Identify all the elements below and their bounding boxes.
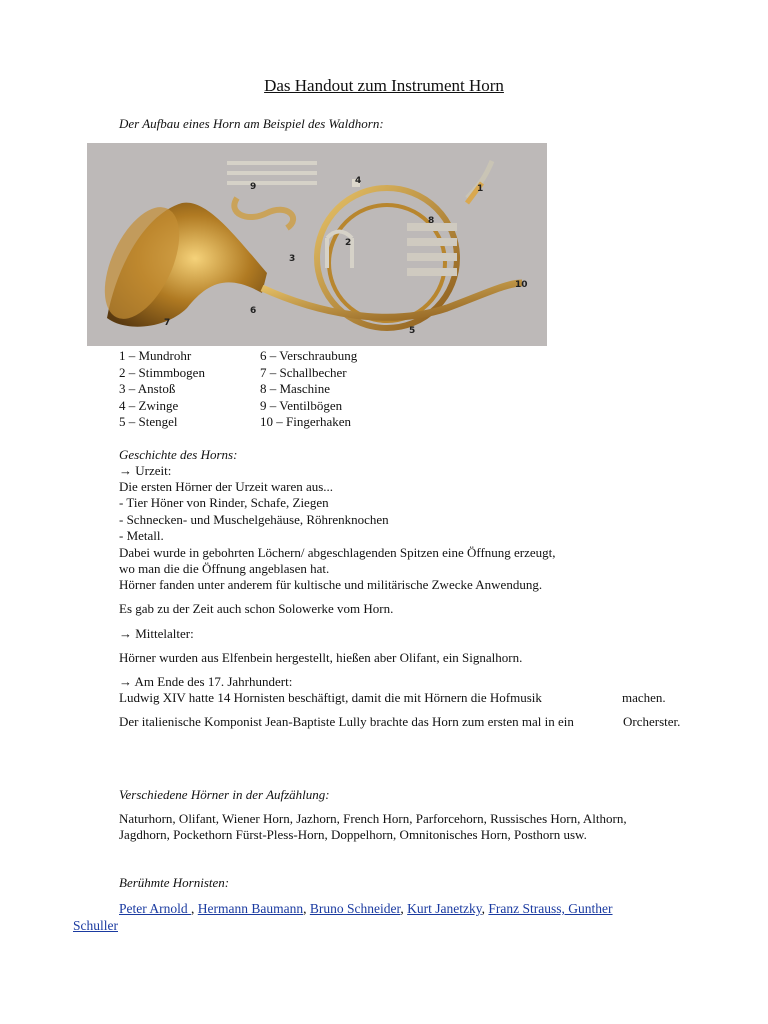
label-1: 1 bbox=[477, 184, 484, 194]
urzeit-heading: → Urzeit: bbox=[119, 463, 172, 478]
history-heading: Geschichte des Horns: bbox=[119, 447, 238, 462]
parts-list bbox=[119, 348, 357, 431]
elfenbein-line: Hörner wurden aus Elfenbein hergestellt, hießen aber Olifant, ein Signalhorn. bbox=[119, 650, 523, 665]
ludwig-line-end: machen. bbox=[622, 690, 666, 705]
link-hermann-baumann[interactable]: Hermann Baumann bbox=[197, 901, 304, 916]
parts-row: 3 – Anstoß 8 – Maschine bbox=[119, 381, 331, 396]
link-peter-arnold[interactable]: Peter Arnold bbox=[119, 901, 191, 916]
varieties-line: Naturhorn, Olifant, Wiener Horn, Jazhorn, French Horn, Parforcehorn, Russisches Horn, Althorn, bbox=[119, 811, 627, 826]
history-line: - Metall. bbox=[119, 528, 164, 543]
horn-photo bbox=[87, 143, 547, 346]
label-9: 9 bbox=[250, 182, 257, 192]
link-kurt-janetzky[interactable]: Kurt Janetzky bbox=[407, 901, 482, 916]
label-10: 10 bbox=[515, 280, 528, 290]
label-3: 3 bbox=[289, 254, 296, 264]
history-line: - Schnecken- und Muschelgehäuse, Röhrenknochen bbox=[119, 512, 389, 527]
history-line: wo man die die Öffnung angeblasen hat. bbox=[119, 561, 330, 576]
lully-line: Der italienische Komponist Jean-Baptiste Lully brachte das Horn zum ersten mal in ein bbox=[119, 714, 574, 729]
subtitle: Der Aufbau eines Horn am Beispiel des Waldhorn: bbox=[119, 116, 384, 131]
parts-row: 1 – Mundrohr 6 – Verschraubung bbox=[119, 348, 358, 363]
history-line: - Tier Höner von Rinder, Schafe, Ziegen bbox=[119, 495, 329, 510]
link-bruno-schneider[interactable]: Bruno Schneider bbox=[309, 901, 401, 916]
page-title: Das Handout zum Instrument Horn bbox=[264, 76, 504, 95]
link-schuller[interactable]: Schuller bbox=[73, 918, 118, 933]
solo-line: Es gab zu der Zeit auch schon Solowerke vom Horn. bbox=[119, 601, 394, 616]
ende-heading: → Am Ende des 17. Jahrhundert: bbox=[119, 674, 293, 689]
parts-row: 2 – Stimmbogen 7 – Schallbecher bbox=[119, 364, 347, 380]
label-4: 4 bbox=[355, 176, 362, 186]
parts-row: 4 – Zwinge 9 – Ventilbögen bbox=[119, 397, 343, 413]
hornists-links: Peter Arnold , Hermann Baumann, Bruno Schneider, Kurt Janetzky, Franz Strauss, Gunther Schuller bbox=[73, 901, 613, 933]
label-2: 2 bbox=[345, 238, 352, 248]
mittelalter-heading: → Mittelalter: bbox=[119, 626, 194, 641]
horn-illustration bbox=[87, 143, 547, 346]
label-8: 8 bbox=[428, 216, 435, 226]
history-line: Hörner fanden unter anderem für kultische und militärische Zwecke Anwendung. bbox=[119, 577, 543, 592]
lully-line-end: Orcherster. bbox=[623, 714, 681, 729]
history-line: Dabei wurde in gebohrten Löchern/ abgeschlagenden Spitzen eine Öffnung erzeugt, bbox=[119, 545, 556, 560]
ludwig-line: Ludwig XIV hatte 14 Hornisten beschäftigt, damit die mit Hörnern die Hofmusik bbox=[119, 690, 542, 705]
history-line: Die ersten Hörner der Urzeit waren aus... bbox=[119, 479, 334, 494]
label-5: 5 bbox=[409, 326, 416, 336]
parts-row: 5 – Stengel 10 – Fingerhaken bbox=[119, 414, 351, 429]
varieties-heading: Verschiedene Hörner in der Aufzählung: bbox=[119, 787, 330, 802]
hornists-heading: Berühmte Hornisten: bbox=[119, 875, 230, 890]
label-6: 6 bbox=[250, 306, 257, 316]
varieties-line: Jagdhorn, Pockethorn Fürst-Pless-Horn, Doppelhorn, Omnitonisches Horn, Posthorn usw. bbox=[119, 827, 587, 842]
label-7: 7 bbox=[164, 318, 171, 328]
link-franz-strauss-gunther[interactable]: Franz Strauss, Gunther bbox=[488, 901, 613, 916]
